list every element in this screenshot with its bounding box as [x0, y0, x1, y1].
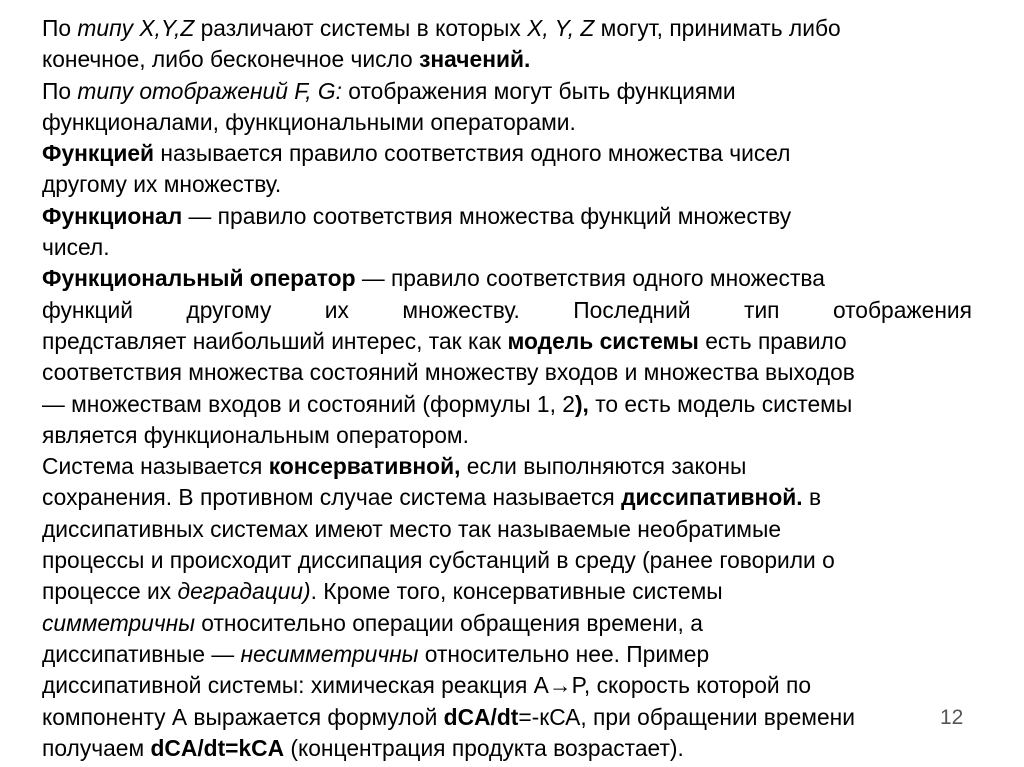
text-run: диссипативных системах имеют место так называемые необратимые: [42, 515, 782, 542]
text-run: По: [42, 15, 78, 41]
text-line: [42, 451, 972, 482]
bold-term: консервативной,: [268, 453, 461, 480]
text-line: [42, 169, 972, 200]
text-run: сохранения. В противном случае система называется: [42, 484, 622, 511]
text-line: [42, 232, 972, 263]
text-line: [42, 420, 972, 451]
text-run: =-кСА, при обращении времени: [518, 703, 855, 730]
bold-term: ),: [574, 390, 589, 417]
text-run: конечное, либо бесконечное число: [42, 46, 420, 73]
text-line: [42, 545, 972, 576]
text-run: относительно операции обращения времени, а: [194, 609, 703, 636]
text-run: могут, принимать либо: [594, 15, 841, 41]
bold-term: Функционал: [42, 202, 183, 229]
page-number: 12: [940, 706, 964, 729]
text-run: процессы и происходит диссипация субстанций в среду (ранее говорили о: [42, 547, 835, 574]
bold-term: dCA/dt=kCA: [150, 734, 285, 761]
italic-term: типу отображений F, G:: [77, 77, 342, 104]
text-line: [42, 201, 972, 232]
text-line: [42, 639, 972, 670]
italic-term: типу X,Y,Z: [77, 15, 195, 41]
text-run: диссипативной системы: химическая реакция A→P, скорость которой по: [42, 672, 812, 699]
text-run: соответствия множества состояний множеству входов и множества выходов: [42, 359, 855, 386]
text-run: процессе их: [42, 578, 178, 605]
text-run: (концентрация продукта возрастает).: [284, 734, 684, 761]
text-run: получаем: [42, 734, 151, 761]
italic-term: несимметричны: [240, 640, 419, 667]
bold-term: Функцией: [42, 140, 155, 167]
text-run: функционалами, функциональными операторами.: [42, 108, 576, 135]
bold-term: dCA/dt: [443, 703, 519, 730]
text-line: [42, 389, 972, 420]
bold-term: Функциональный оператор: [42, 265, 356, 292]
text-line: [42, 608, 972, 639]
bold-term: значений.: [419, 46, 531, 73]
text-line: [42, 482, 972, 513]
text-line: [42, 576, 972, 607]
text-run: представляет наибольший интерес, так как: [42, 327, 508, 354]
text-run: относительно нее. Пример: [418, 640, 710, 667]
text-run: есть правило: [698, 327, 847, 354]
italic-term: деградации): [177, 578, 311, 605]
text-line: [42, 13, 972, 44]
bold-term: диссипативной.: [621, 484, 803, 511]
text-line: [42, 702, 972, 733]
text-line: [42, 514, 972, 545]
text-line: [42, 733, 972, 764]
text-run: называется правило соответствия одного множества чисел: [154, 140, 791, 167]
text-run: диссипативные —: [42, 640, 241, 667]
text-run: чисел.: [42, 234, 110, 261]
text-line: [42, 263, 972, 294]
text-run: если выполняются законы: [460, 453, 747, 480]
text-run: — множествам входов и состояний (формулы 1, 2: [42, 390, 575, 417]
text-run: другому их множеству.: [42, 171, 282, 198]
text-run: компоненту А выражается формулой: [42, 703, 444, 730]
text-run: Система называется: [42, 453, 269, 480]
text-line: [42, 357, 972, 388]
italic-term: симметричны: [42, 609, 195, 636]
text-run: различают системы в которых: [194, 15, 528, 41]
text-line: [42, 295, 972, 326]
italic-term: X, Y, Z: [527, 15, 595, 41]
text-run: отображения могут быть функциями: [341, 77, 736, 104]
text-line: [42, 76, 972, 107]
text-line: [42, 44, 972, 75]
bold-term: модель системы: [507, 327, 699, 354]
text-run: — правило соответствия одного множества: [355, 265, 825, 292]
slide-body-text: [42, 13, 972, 764]
text-run: является функциональным оператором.: [42, 421, 469, 448]
text-line: [42, 138, 972, 169]
text-run: По: [42, 77, 78, 104]
text-run: в: [802, 484, 822, 511]
text-run: функций другому их множеству. Последний тип отображения: [42, 296, 972, 323]
text-run: . Кроме того, консервативные системы: [310, 578, 723, 605]
text-run: — правило соответствия множества функций множеству: [182, 202, 792, 229]
text-line: [42, 670, 972, 701]
text-run: то есть модель системы: [588, 390, 853, 417]
text-line: [42, 107, 972, 138]
text-line: [42, 326, 972, 357]
